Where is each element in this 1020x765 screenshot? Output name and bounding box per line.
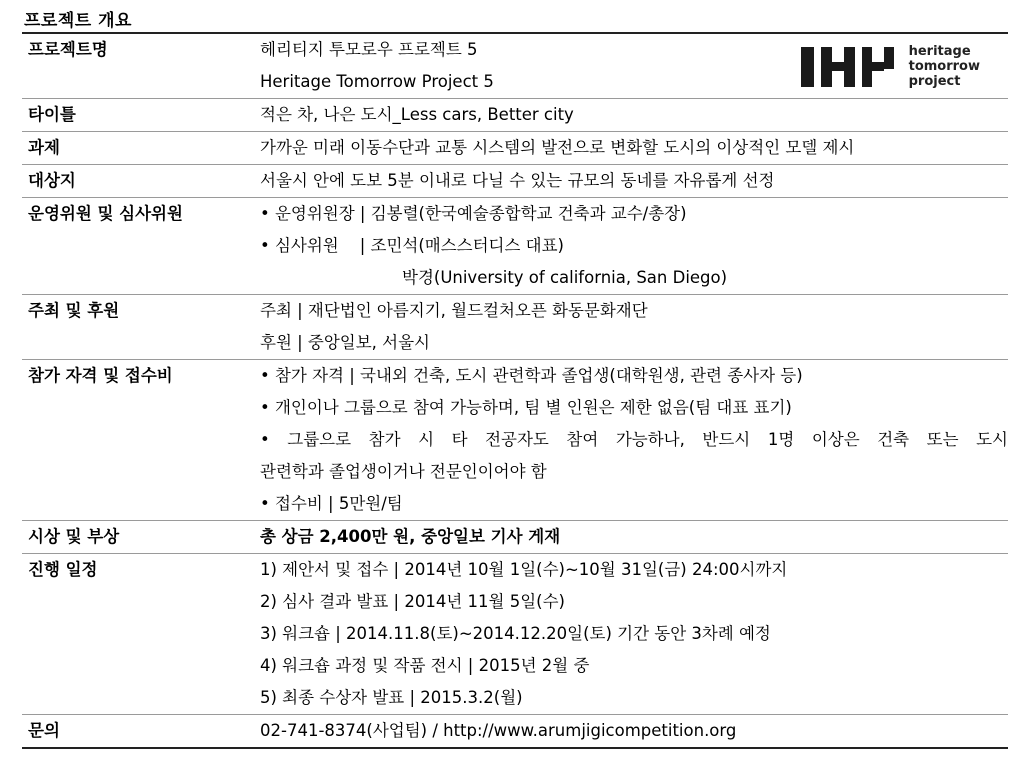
- row-value: [254, 715, 1008, 749]
- section-title: 프로젝트 개요: [24, 11, 132, 31]
- table-row-eligibility: [22, 360, 1008, 521]
- value-line: 관련학과 졸업생이거나 전문인이어야 함: [260, 462, 547, 481]
- value-line: • 심사위원 | 조민석(매스스터디스 대표): [260, 236, 564, 255]
- row-value: [254, 132, 1008, 165]
- heritage-tomorrow-logo: [801, 44, 980, 89]
- value-line: 주최 | 재단법인 아름지기, 월드컬처오픈 화동문화재단: [260, 301, 648, 320]
- row-label: 진행 일정: [28, 560, 98, 579]
- row-value: [254, 33, 1008, 99]
- value-line: 박경(University of california, San Diego): [402, 268, 728, 287]
- value-line: • 접수비 | 5만원/팀: [260, 494, 403, 513]
- row-label: 문의: [28, 721, 60, 740]
- table-row-contact: [22, 715, 1008, 749]
- row-value: [254, 295, 1008, 360]
- value-line: 후원 | 중앙일보, 서울시: [260, 333, 430, 352]
- table-row-host: [22, 295, 1008, 360]
- value-line: • 그룹으로 참가 시 타 전공자도 참여 가능하나, 반드시 1명 이상은 건축 또는 도시: [260, 430, 1008, 449]
- value-line: 총 상금 2,400만 원, 중앙일보 기사 게재: [260, 527, 561, 546]
- row-label: 시상 및 부상: [28, 527, 120, 546]
- value-line: 4) 워크숍 과정 및 작품 전시 | 2015년 2월 중: [260, 656, 590, 675]
- table-row-award: [22, 521, 1008, 554]
- table-row-committee: [22, 198, 1008, 295]
- table-row-project-name: [22, 33, 1008, 99]
- table-row-task: [22, 132, 1008, 165]
- table-row-schedule: [22, 554, 1008, 715]
- value-line: 2) 심사 결과 발표 | 2014년 11월 5일(수): [260, 592, 565, 611]
- row-label: 참가 자격 및 접수비: [28, 366, 173, 385]
- row-value: [254, 521, 1008, 554]
- logo-wordmark: heritage tomorrow project: [908, 44, 980, 89]
- table-row-title: [22, 99, 1008, 132]
- iht-logo-icon: [801, 45, 899, 89]
- contact-link[interactable]: 02-741-8374(사업팀) / http://www.arumjigicompetition.org: [260, 721, 737, 740]
- value-line: • 개인이나 그룹으로 참여 가능하며, 팀 별 인원은 제한 없음(팀 대표 표기): [260, 398, 792, 417]
- value-line: 서울시 안에 도보 5분 이내로 다닐 수 있는 규모의 동네를 자유롭게 선정: [260, 171, 775, 190]
- row-value: [254, 99, 1008, 132]
- row-value: [254, 360, 1008, 521]
- row-value: [254, 165, 1008, 198]
- value-line: • 운영위원장 | 김봉렬(한국예술종합학교 건축과 교수/총장): [260, 204, 687, 223]
- value-line: 가까운 미래 이동수단과 교통 시스템의 발전으로 변화할 도시의 이상적인 모델 제시: [260, 138, 855, 157]
- value-line: 3) 워크숍 | 2014.11.8(토)~2014.12.20일(토) 기간 동안 3차례 예정: [260, 624, 771, 643]
- value-line: Heritage Tomorrow Project 5: [260, 72, 494, 91]
- value-line: 헤리티지 투모로우 프로젝트 5: [260, 40, 478, 59]
- value-line: 5) 최종 수상자 발표 | 2015.3.2(월): [260, 688, 523, 707]
- project-overview-table: [22, 32, 1008, 749]
- row-label: 타이틀: [28, 105, 76, 124]
- row-label: 대상지: [28, 171, 76, 190]
- row-label: 과제: [28, 138, 60, 157]
- table-row-site: [22, 165, 1008, 198]
- value-line: 1) 제안서 및 접수 | 2014년 10월 1일(수)~10월 31일(금) 24:00시까지: [260, 560, 788, 579]
- row-value: [254, 554, 1008, 715]
- row-label: 주최 및 후원: [28, 301, 120, 320]
- row-label: 운영위원 및 심사위원: [28, 204, 183, 223]
- value-line: • 참가 자격 | 국내외 건축, 도시 관련학과 졸업생(대학원생, 관련 종사자 등): [260, 366, 803, 385]
- row-label: 프로젝트명: [28, 40, 108, 59]
- value-line: 적은 차, 나은 도시_Less cars, Better city: [260, 105, 574, 124]
- row-value: [254, 198, 1008, 295]
